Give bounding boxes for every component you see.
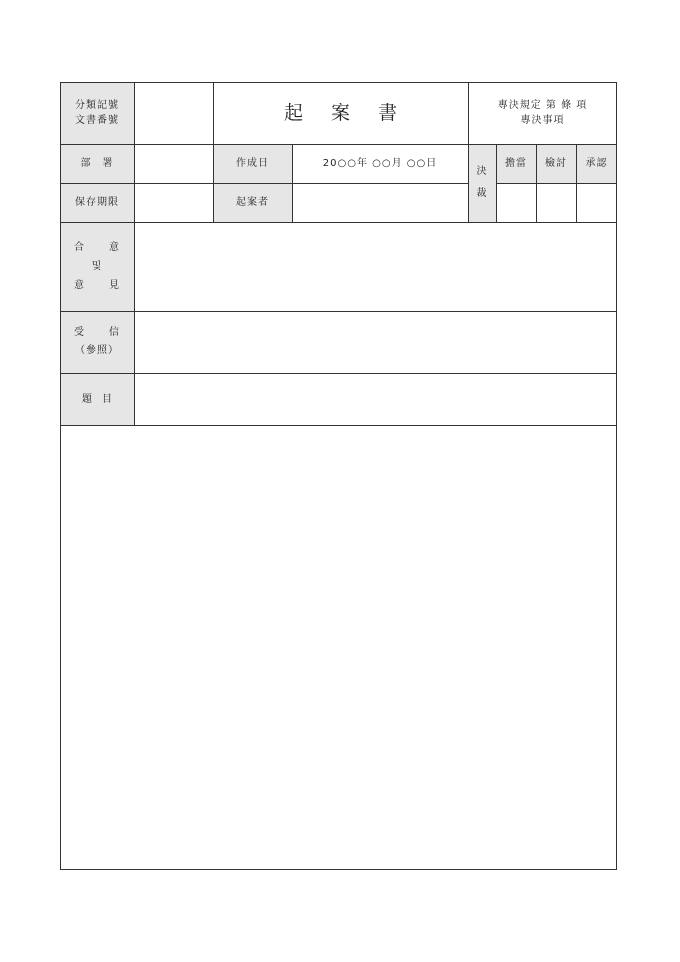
created-date-value: 20○○年 ○○月 ○○日 [322, 158, 438, 169]
classification-label-line1: 分類記號 [75, 100, 119, 111]
line-v-153 [213, 82, 214, 222]
line-h-62 [60, 144, 617, 145]
line-v-74 [134, 82, 135, 425]
recipient-char-1: 受 [74, 327, 85, 338]
department-value[interactable] [134, 144, 213, 183]
reference-label: （參照） [75, 345, 119, 356]
department-label-cell [60, 144, 134, 183]
subject-label-cell [60, 373, 134, 425]
approval-label-cell [468, 144, 496, 222]
line-v-476 [536, 144, 537, 222]
recipient-char-2: 信 [109, 327, 120, 338]
consent-value[interactable] [134, 222, 617, 311]
opinion-char-1: 意 [74, 280, 85, 291]
document-title: 起案書 [283, 101, 425, 124]
border-right [616, 82, 617, 870]
line-v-436 [496, 144, 497, 222]
approval-col-charge [496, 144, 536, 183]
consent-conjunction: 및 [91, 261, 103, 272]
approval-label-line1: 決 [476, 166, 488, 177]
line-h-343 [60, 425, 617, 426]
draft-form [60, 82, 617, 870]
delegation-rule-cell [468, 82, 617, 144]
created-date-label-cell [213, 144, 292, 183]
consent-label-cell [60, 222, 134, 311]
recipient-label-cell [60, 311, 134, 373]
retention-label: 保存期限 [75, 197, 119, 208]
consent-char-2: 意 [109, 242, 120, 253]
body-area[interactable] [60, 425, 617, 870]
retention-label-cell [60, 183, 134, 222]
approval-col-review [536, 144, 576, 183]
document-title-cell [213, 82, 468, 144]
approval-sign-charge[interactable] [496, 183, 536, 222]
line-v-232 [292, 144, 293, 222]
line-h-101-left [60, 183, 468, 184]
opinion-char-2: 見 [109, 280, 120, 291]
drafter-value[interactable] [292, 183, 468, 222]
consent-char-1: 合 [74, 242, 85, 253]
delegation-rule-line1: 專決規定 第 條 項 [497, 100, 588, 111]
approval-sign-approve[interactable] [576, 183, 617, 222]
line-h-291 [60, 373, 617, 374]
drafter-label-cell [213, 183, 292, 222]
approval-col-approve-label: 承認 [585, 158, 608, 169]
subject-label: 題目 [82, 393, 122, 405]
approval-col-approve [576, 144, 617, 183]
recipient-value[interactable] [134, 311, 617, 373]
line-h-101-right [496, 183, 617, 184]
drafter-label: 起案者 [236, 197, 269, 208]
delegation-rule-line2: 專決事項 [520, 115, 565, 126]
retention-value[interactable] [134, 183, 213, 222]
line-h-229 [60, 311, 617, 312]
line-h-140 [60, 222, 617, 223]
subject-value[interactable] [134, 373, 617, 425]
approval-sign-review[interactable] [536, 183, 576, 222]
classification-label-line2: 文書番號 [75, 115, 119, 126]
border-left [60, 82, 61, 870]
created-date-label: 作成日 [236, 158, 269, 169]
created-date-value-cell[interactable] [292, 144, 468, 183]
approval-col-review-label: 檢討 [545, 158, 567, 169]
border-top [60, 82, 617, 83]
classification-value[interactable] [134, 82, 213, 144]
line-v-408 [468, 82, 469, 222]
approval-col-charge-label: 擔當 [505, 158, 527, 169]
border-bottom [60, 869, 617, 870]
classification-label [60, 82, 134, 144]
approval-label-line2: 裁 [476, 188, 488, 199]
line-v-516 [576, 144, 577, 222]
department-label: 部 署 [80, 158, 114, 169]
